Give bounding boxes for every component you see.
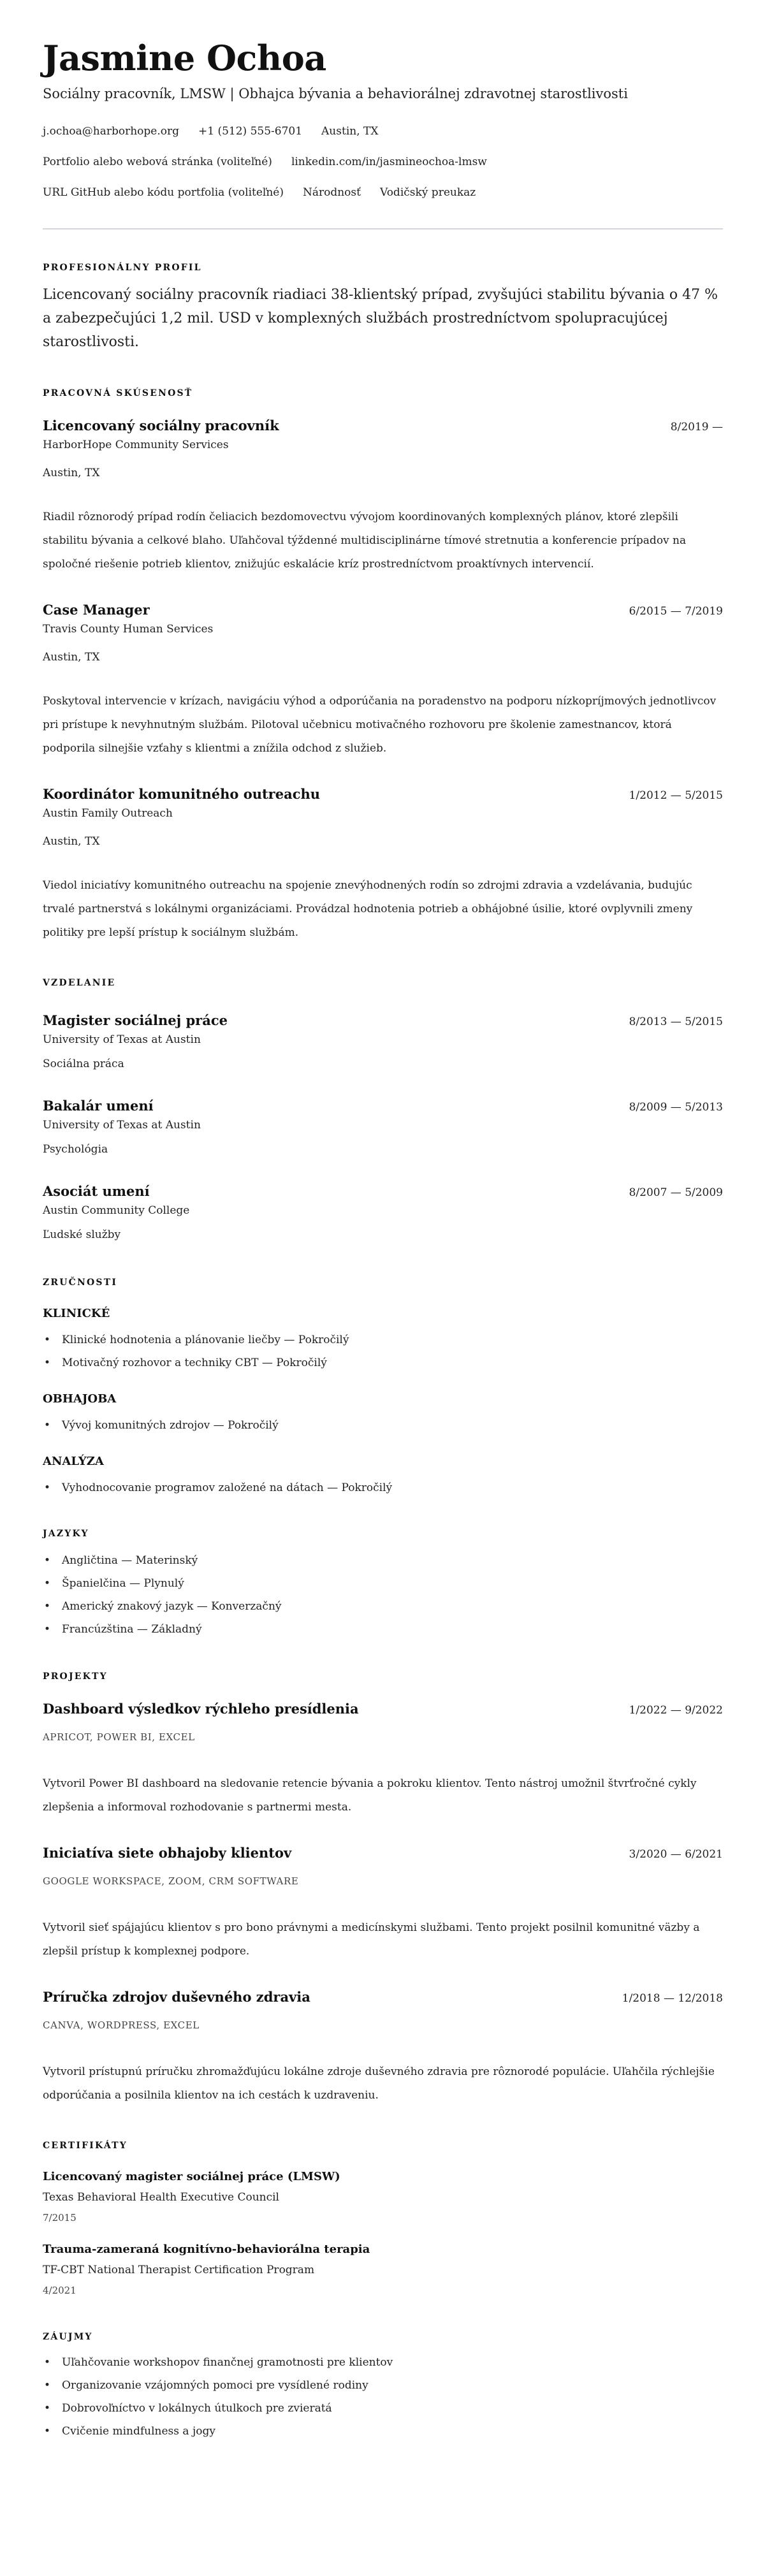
section-title-education: VZDELANIE bbox=[43, 978, 116, 988]
education-dates: 8/2007 — 5/2009 bbox=[629, 1186, 723, 1199]
github-link[interactable]: URL GitHub alebo kódu portfolia (voliteľné) bbox=[43, 186, 284, 199]
skill-list bbox=[43, 1328, 723, 1374]
skill-group-title: ANALÝZA bbox=[43, 1455, 104, 1468]
project-entry bbox=[43, 1699, 723, 1819]
language-item: • Španielčina — Plynulý bbox=[43, 1572, 723, 1595]
certifications-section bbox=[43, 2139, 723, 2297]
education-entry bbox=[43, 1096, 723, 1158]
skill-item: • Vývoj komunitných zdrojov — Pokročilý bbox=[43, 1414, 723, 1437]
job-description: Viedol iniciatívy komunitného outreachu na spojenie znevýhodnených rodín so zdrojmi zdravia a vzdelávania, budujúc trvalé partnerstvá s lokálnymi organizáciami. Provádzal hodnotenia potrieb a obhájobné úsilie, ktoré ovplyvnili zmeny politiky pre lepší prístup k sociálnym službám. bbox=[43, 879, 693, 939]
experience-entry bbox=[43, 416, 723, 576]
language-item: • Francúzština — Základný bbox=[43, 1618, 723, 1641]
interests-section bbox=[43, 2331, 723, 2443]
project-tech-stack: GOOGLE WORKSPACE, ZOOM, CRM SOFTWARE bbox=[43, 1875, 299, 1887]
certification-date: 7/2015 bbox=[43, 2212, 76, 2223]
skill-item: • Vyhodnocovanie programov založené na dátach — Pokročilý bbox=[43, 1476, 723, 1499]
section-title-projects: PROJEKTY bbox=[43, 1671, 108, 1682]
education-entry-header bbox=[43, 1011, 723, 1030]
project-name: Iniciatíva siete obhajoby klientov bbox=[43, 1845, 292, 1861]
experience-entry bbox=[43, 785, 723, 945]
project-tech-stack: APRICOT, POWER BI, EXCEL bbox=[43, 1731, 195, 1743]
school-name: University of Texas at Austin bbox=[43, 1033, 201, 1046]
languages-section bbox=[43, 1527, 723, 1641]
certification-name: Trauma-zameraná kognitívno-behaviorálna terapia bbox=[43, 2243, 370, 2256]
skill-group bbox=[43, 1306, 723, 1374]
job-title: Licencovaný sociálny pracovník bbox=[43, 418, 279, 433]
project-name: Príručka zdrojov duševného zdravia bbox=[43, 1989, 310, 2005]
project-entry bbox=[43, 1988, 723, 2107]
education-entry bbox=[43, 1182, 723, 1243]
nationality-text: Národnosť bbox=[302, 186, 361, 199]
project-entry-header bbox=[43, 1844, 723, 1863]
education-entry bbox=[43, 1011, 723, 1072]
project-dates: 1/2022 — 9/2022 bbox=[629, 1704, 723, 1717]
section-title-languages: JAZYKY bbox=[43, 1529, 89, 1539]
skill-item: • Motivačný rozhovor a techniky CBT — Pokročilý bbox=[43, 1351, 723, 1374]
degree-title: Magister sociálnej práce bbox=[43, 1012, 228, 1028]
education-entry-header bbox=[43, 1182, 723, 1201]
linkedin-link[interactable]: linkedin.com/in/jasmineochoa-lmsw bbox=[291, 156, 487, 168]
field-of-study: Sociálna práca bbox=[43, 1058, 124, 1070]
job-description: Poskytoval intervencie v krízach, navigáciu výhod a odporúčania na poradenstvo na podporu nízkopríjmových jednotlivcov pri prístupe k nevyhnutným službám. Pilotoval učebnicu motivačného rozhovoru pre školenie zamestnancov, ktorá podporila silnejšie vzťahy s klientmi a znížila odchod z služieb. bbox=[43, 695, 717, 755]
employer-name: Travis County Human Services bbox=[43, 623, 214, 636]
experience-entry bbox=[43, 600, 723, 760]
location-text: Austin, TX bbox=[321, 125, 379, 138]
job-title: Koordinátor komunitného outreachu bbox=[43, 786, 321, 802]
interest-item: • Uľahčovanie workshopov finančnej gramotnosti pre klientov bbox=[43, 2351, 723, 2374]
field-of-study: Ľudské služby bbox=[43, 1228, 121, 1241]
section-title-certifications: CERTIFIKÁTY bbox=[43, 2141, 127, 2151]
project-description: Vytvoril sieť spájajúcu klientov s pro bono právnymi a medicínskymi službami. Tento projekt posilnil komunitné väzby a zlepšil prístup k komplexnej podpore. bbox=[43, 1921, 700, 1958]
job-location: Austin, TX bbox=[43, 651, 100, 664]
project-tech-stack: CANVA, WORDPRESS, EXCEL bbox=[43, 2019, 200, 2031]
job-dates: 1/2012 — 5/2015 bbox=[629, 789, 723, 802]
certification-issuer: Texas Behavioral Health Executive Council bbox=[43, 2191, 279, 2204]
certification-issuer: TF-CBT National Therapist Certification Program bbox=[43, 2264, 315, 2276]
experience-entry-header bbox=[43, 600, 723, 620]
degree-title: Asociát umení bbox=[43, 1183, 150, 1199]
resume-header bbox=[43, 37, 723, 229]
experience-section bbox=[43, 387, 723, 945]
project-entry-header bbox=[43, 1988, 723, 2007]
education-entry-header bbox=[43, 1096, 723, 1116]
interest-list bbox=[43, 2351, 723, 2443]
employer-name: Austin Family Outreach bbox=[43, 807, 173, 820]
job-dates: 8/2019 — bbox=[670, 421, 723, 433]
project-dates: 1/2018 — 12/2018 bbox=[622, 1992, 723, 2005]
interest-item: • Cvičenie mindfulness a jogy bbox=[43, 2420, 723, 2443]
project-name: Dashboard výsledkov rýchleho presídlenia bbox=[43, 1701, 359, 1717]
skill-item: • Klinické hodnotenia a plánovanie liečby — Pokročilý bbox=[43, 1328, 723, 1351]
degree-title: Bakalár umení bbox=[43, 1098, 154, 1114]
projects-section bbox=[43, 1670, 723, 2107]
project-description: Vytvoril prístupnú príručku zhromažďujúcu lokálne zdroje duševného zdravia pre rôznorodé populácie. Uľahčila rýchlejšie odporúčania a posilnila klientov na ich cestách k uzdraveniu. bbox=[43, 2065, 715, 2102]
skill-list bbox=[43, 1476, 723, 1499]
skill-group bbox=[43, 1453, 723, 1499]
school-name: University of Texas at Austin bbox=[43, 1119, 201, 1132]
skill-group bbox=[43, 1391, 723, 1437]
email-link[interactable]: j.ochoa@harborhope.org bbox=[43, 125, 179, 138]
section-title-experience: PRACOVNÁ SKÚSENOSŤ bbox=[43, 388, 193, 398]
drivers-license-text: Vodičský preukaz bbox=[379, 186, 476, 199]
section-title-profile: PROFESIONÁLNY PROFIL bbox=[43, 263, 202, 273]
candidate-name: Jasmine Ochoa bbox=[43, 38, 326, 78]
project-dates: 3/2020 — 6/2021 bbox=[629, 1848, 723, 1861]
interest-item: • Organizovanie vzájomných pomoci pre vysídlené rodiny bbox=[43, 2374, 723, 2397]
certification-date: 4/2021 bbox=[43, 2285, 76, 2296]
education-section bbox=[43, 977, 723, 1243]
candidate-headline: Sociálny pracovník, LMSW | Obhajca bývania a behaviorálnej zdravotnej starostlivosti bbox=[43, 86, 628, 101]
education-dates: 8/2013 — 5/2015 bbox=[629, 1015, 723, 1028]
certification-entry bbox=[43, 2169, 723, 2225]
section-title-skills: ZRUČNOSTI bbox=[43, 1277, 118, 1288]
employer-name: HarborHope Community Services bbox=[43, 439, 229, 451]
skill-list bbox=[43, 1414, 723, 1437]
certification-name: Licencovaný magister sociálnej práce (LMSW) bbox=[43, 2170, 340, 2183]
interest-item: • Dobrovoľníctvo v lokálnych útulkoch pre zvieratá bbox=[43, 2397, 723, 2420]
education-dates: 8/2009 — 5/2013 bbox=[629, 1101, 723, 1114]
job-location: Austin, TX bbox=[43, 835, 100, 848]
skill-group-title: KLINICKÉ bbox=[43, 1307, 110, 1320]
section-title-interests: ZÁUJMY bbox=[43, 2332, 93, 2342]
certification-entry bbox=[43, 2241, 723, 2297]
language-list bbox=[43, 1549, 723, 1641]
job-location: Austin, TX bbox=[43, 467, 100, 479]
contact-row-primary bbox=[43, 124, 723, 139]
job-description: Riadil rôznorodý prípad rodín čeliacich bezdomovectvu vývojom koordinovaných komplexných plánov, ktoré zlepšili stabilitu bývania a celkové blaho. Uľahčoval týždenné multidisciplinárne tímové stretnutia a konferencie prípadov na spoločné riešenie potrieb klientov, znižujúc eskalácie kríz prostredníctvom proaktívnych intervencií. bbox=[43, 511, 687, 571]
field-of-study: Psychológia bbox=[43, 1143, 108, 1156]
contact-row-extra bbox=[43, 185, 723, 200]
profile-summary: Licencovaný sociálny pracovník riadiaci 38-klientský prípad, zvyšujúci stabilitu bývania o 47 % a zabezpečujúci 1,2 mil. USD v komplexných službách prostredníctvom spolupracujúcej starostlivosti. bbox=[43, 287, 718, 350]
project-description: Vytvoril Power BI dashboard na sledovanie retencie bývania a pokroku klientov. Tento nástroj umožnil štvrťročné cykly zlepšenia a informoval rozhodovanie s partnermi mesta. bbox=[43, 1777, 697, 1814]
school-name: Austin Community College bbox=[43, 1204, 190, 1217]
language-item: • Americký znakový jazyk — Konverzačný bbox=[43, 1595, 723, 1618]
project-entry-header bbox=[43, 1699, 723, 1719]
skills-section bbox=[43, 1276, 723, 1499]
experience-entry-header bbox=[43, 416, 723, 435]
skill-group-title: OBHAJOBA bbox=[43, 1392, 117, 1406]
portfolio-link[interactable]: Portfolio alebo webová stránka (voliteľné) bbox=[43, 156, 272, 168]
job-dates: 6/2015 — 7/2019 bbox=[629, 605, 723, 618]
project-entry bbox=[43, 1844, 723, 1963]
phone-link[interactable]: +1 (512) 555-6701 bbox=[198, 125, 303, 138]
experience-entry-header bbox=[43, 785, 723, 804]
contact-row-links bbox=[43, 154, 723, 170]
header-divider bbox=[43, 228, 723, 229]
language-item: • Angličtina — Materinský bbox=[43, 1549, 723, 1572]
job-title: Case Manager bbox=[43, 602, 150, 618]
profile-section bbox=[43, 261, 723, 354]
